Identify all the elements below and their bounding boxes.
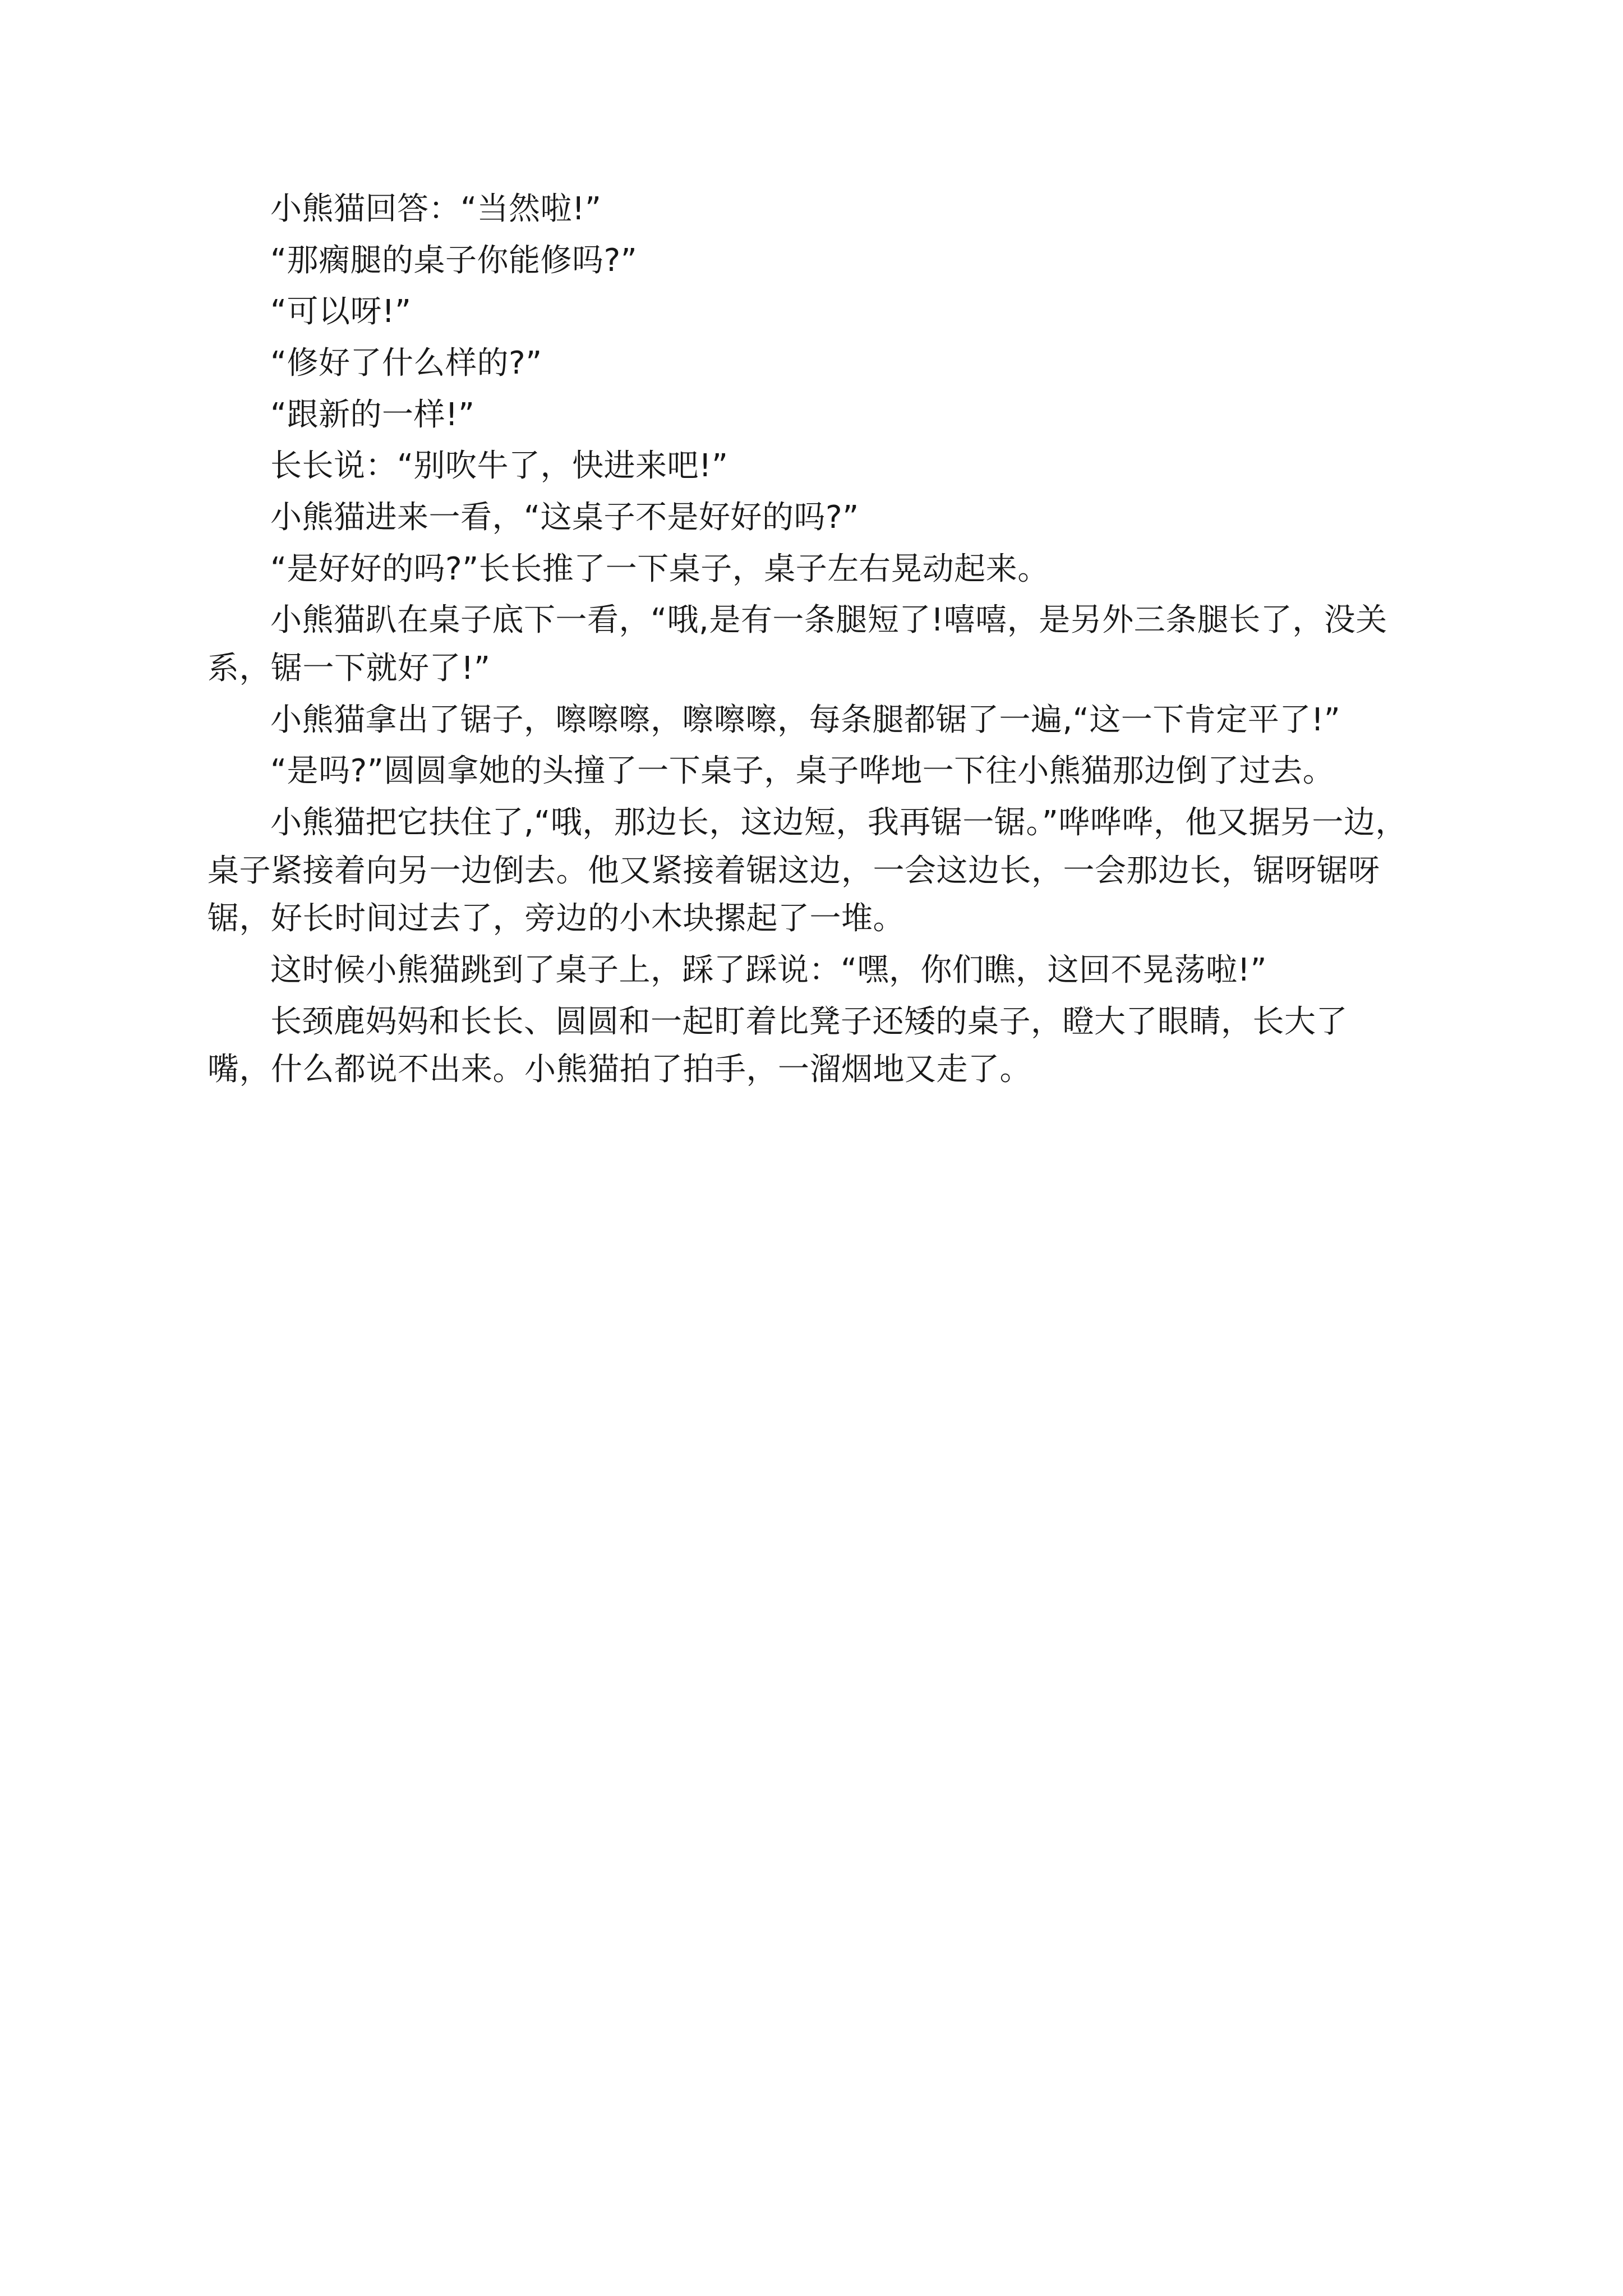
paragraph: “是好好的吗?”长长推了一下桌子，桌子左右晃动起来。 xyxy=(270,550,1049,587)
paragraph: 长颈鹿妈妈和长长、圆圆和一起盯着比凳子还矮的桌子，瞪大了眼睛，长大了嘴，什么都说不出来。小熊猫拍了拍手，一溜烟地又走了。 xyxy=(208,1003,1348,1088)
paragraph: 这时候小熊猫跳到了桌子上，踩了踩说：“嘿，你们瞧，这回不晃荡啦!” xyxy=(270,952,1267,989)
paragraph: 小熊猫回答：“当然啦!” xyxy=(270,191,602,227)
paragraph: “是吗?”圆圆拿她的头撞了一下桌子，桌子哗地一下往小熊猫那边倒了过去。 xyxy=(270,753,1335,790)
page-text-body xyxy=(208,185,1408,1097)
paragraph: 小熊猫拿出了锯子，嚓嚓嚓，嚓嚓嚓，每条腿都锯了一遍,“这一下肯定平了!” xyxy=(270,701,1341,738)
paragraph: “修好了什么样的?” xyxy=(270,345,542,382)
paragraph: 小熊猫进来一看，“这桌子不是好好的吗?” xyxy=(270,499,859,536)
paragraph: “可以呀!” xyxy=(270,293,412,330)
paragraph: “那瘸腿的桌子你能修吗?” xyxy=(270,242,638,279)
paragraph: 小熊猫把它扶住了,“哦，那边长，这边短，我再锯一锯。”哗哗哗，他又据另一边，桌子紧接着向另一边倒去。他又紧接着锯这边，一会这边长，一会那边长，锯呀锯呀锯，好长时间过去了，旁边的小木块摞起了一堆。 xyxy=(208,804,1407,937)
paragraph: “跟新的一样!” xyxy=(270,396,475,433)
paragraph: 长长说：“别吹牛了，快进来吧!” xyxy=(270,448,728,485)
paragraph: 小熊猫趴在桌子底下一看，“哦,是有一条腿短了!嘻嘻，是另外三条腿长了，没关系，锯一下就好了!” xyxy=(208,602,1387,687)
